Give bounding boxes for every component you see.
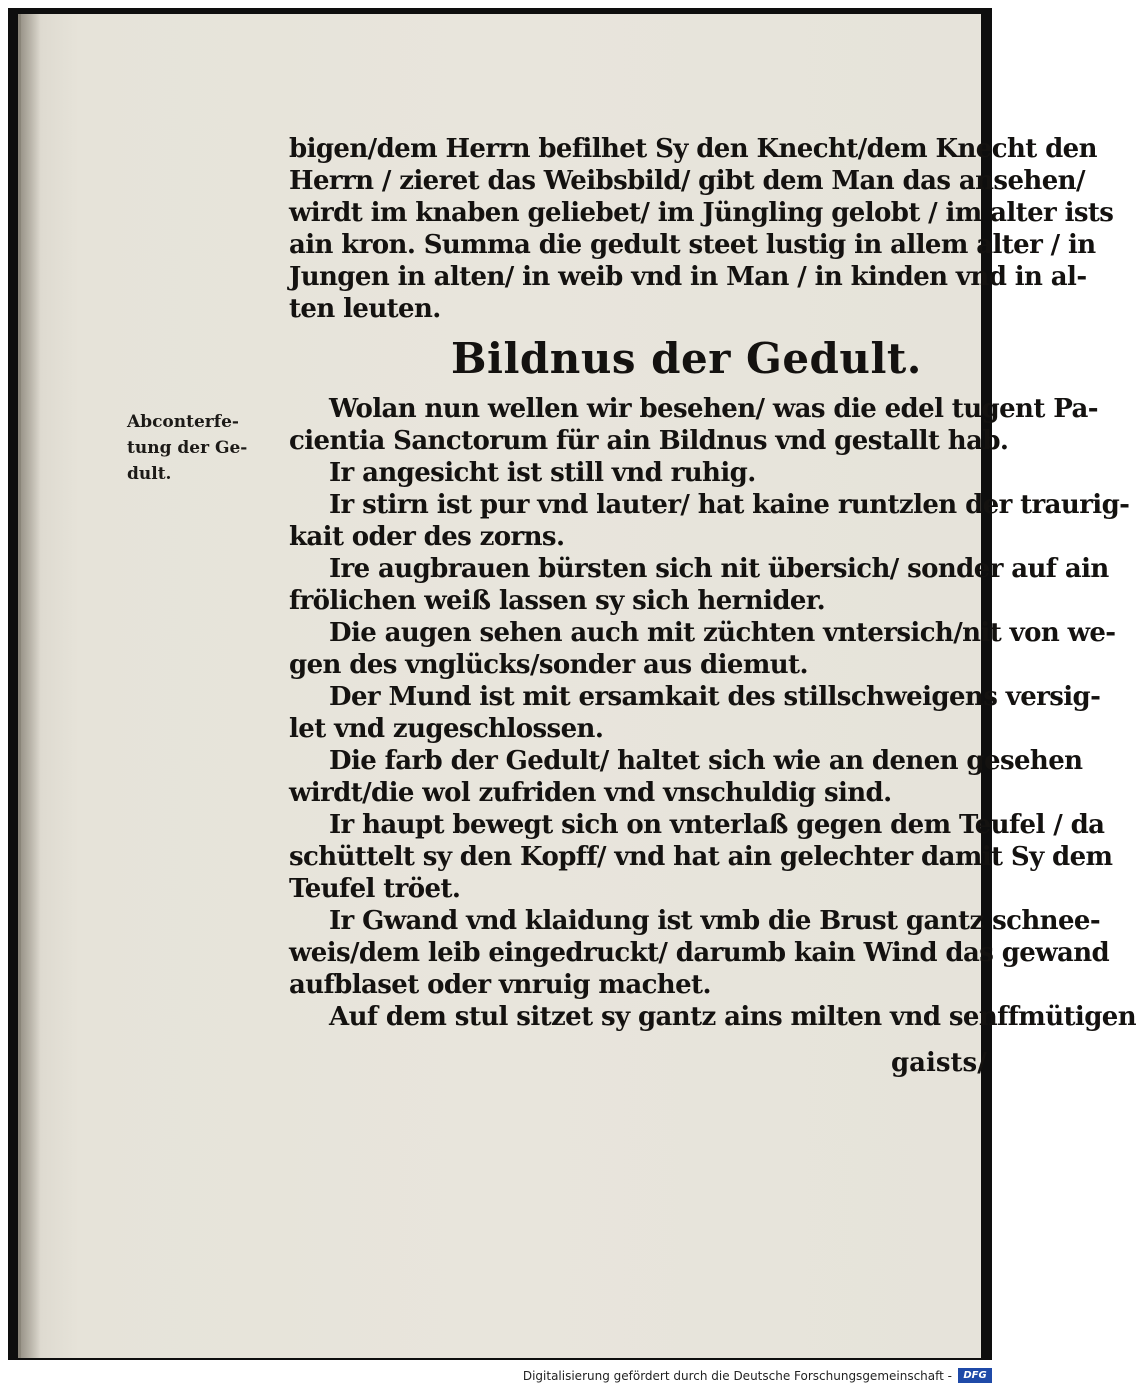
text-line: wirdt im knaben geliebet/ im Jüngling gelobt / im alter ists: [289, 198, 1114, 228]
text-line: Herrn / zieret das Weibsbild/ gibt dem Man das ansehen/: [289, 166, 1085, 196]
text-line: let vnd zugeschlossen.: [289, 714, 604, 744]
scan-frame: [8, 8, 1136, 1360]
text-line: Jungen in alten/ in weib vnd in Man / in kinden vnd in al-: [289, 262, 1087, 292]
text-line: aufblaset oder vnruig machet.: [289, 970, 711, 1000]
text-line: kait oder des zorns.: [289, 522, 565, 552]
text-line: Ir Gwand vnd klaidung ist vmb die Brust gantz schnee-: [329, 906, 1101, 936]
dfg-logo[interactable]: DFG: [958, 1368, 992, 1383]
text-line: Die augen sehen auch mit züchten vntersich/nit von we-: [329, 618, 1116, 648]
margin-note-line: tung der Ge-: [127, 438, 248, 458]
catchword: gaists/: [891, 1048, 987, 1078]
text-line: Ire augbrauen bürsten sich nit übersich/ sonder auf ain: [329, 554, 1109, 584]
margin-note-line: dult.: [127, 464, 172, 484]
text-line: bigen/dem Herrn befilhet Sy den Knecht/dem Knecht den: [289, 134, 1097, 164]
text-line: cientia Sanctorum für ain Bildnus vnd gestallt hab.: [289, 426, 1009, 456]
text-line: wirdt/die wol zufriden vnd vnschuldig sind.: [289, 778, 892, 808]
section-heading: Bildnus der Gedult.: [451, 334, 922, 383]
text-line: Die farb der Gedult/ haltet sich wie an denen gesehen: [329, 746, 1083, 776]
text-line: schüttelt sy den Kopff/ vnd hat ain gelechter damit Sy dem: [289, 842, 1113, 872]
text-line: Der Mund ist mit ersamkait des stillschweigens versig-: [329, 682, 1101, 712]
margin-note-line: Abconterfe-: [127, 412, 239, 432]
footer-bar: [0, 1366, 1000, 1388]
book-page: [18, 14, 1136, 1358]
text-line: gen des vnglücks/sonder aus diemut.: [289, 650, 808, 680]
funding-notice: Digitalisierung gefördert durch die Deutsche Forschungsgemeinschaft -: [522, 1369, 952, 1383]
text-line: ain kron. Summa die gedult steet lustig in allem alter / in: [289, 230, 1096, 260]
text-line: frölichen weiß lassen sy sich hernider.: [289, 586, 826, 616]
text-line: Teufel tröet.: [289, 874, 461, 904]
text-line: Wolan nun wellen wir besehen/ was die edel tugent Pa-: [329, 394, 1098, 424]
text-line: Ir stirn ist pur vnd lauter/ hat kaine runtzlen der traurig-: [329, 490, 1130, 520]
text-line: Auf dem stul sitzet sy gantz ains milten vnd senffmütigen: [329, 1002, 1136, 1032]
text-line: Ir haupt bewegt sich on vnterlaß gegen dem Teufel / da: [329, 810, 1105, 840]
text-line: weis/dem leib eingedruckt/ darumb kain Wind das gewand: [289, 938, 1110, 968]
text-line: Ir angesicht ist still vnd ruhig.: [329, 458, 756, 488]
text-line: ten leuten.: [289, 294, 441, 324]
